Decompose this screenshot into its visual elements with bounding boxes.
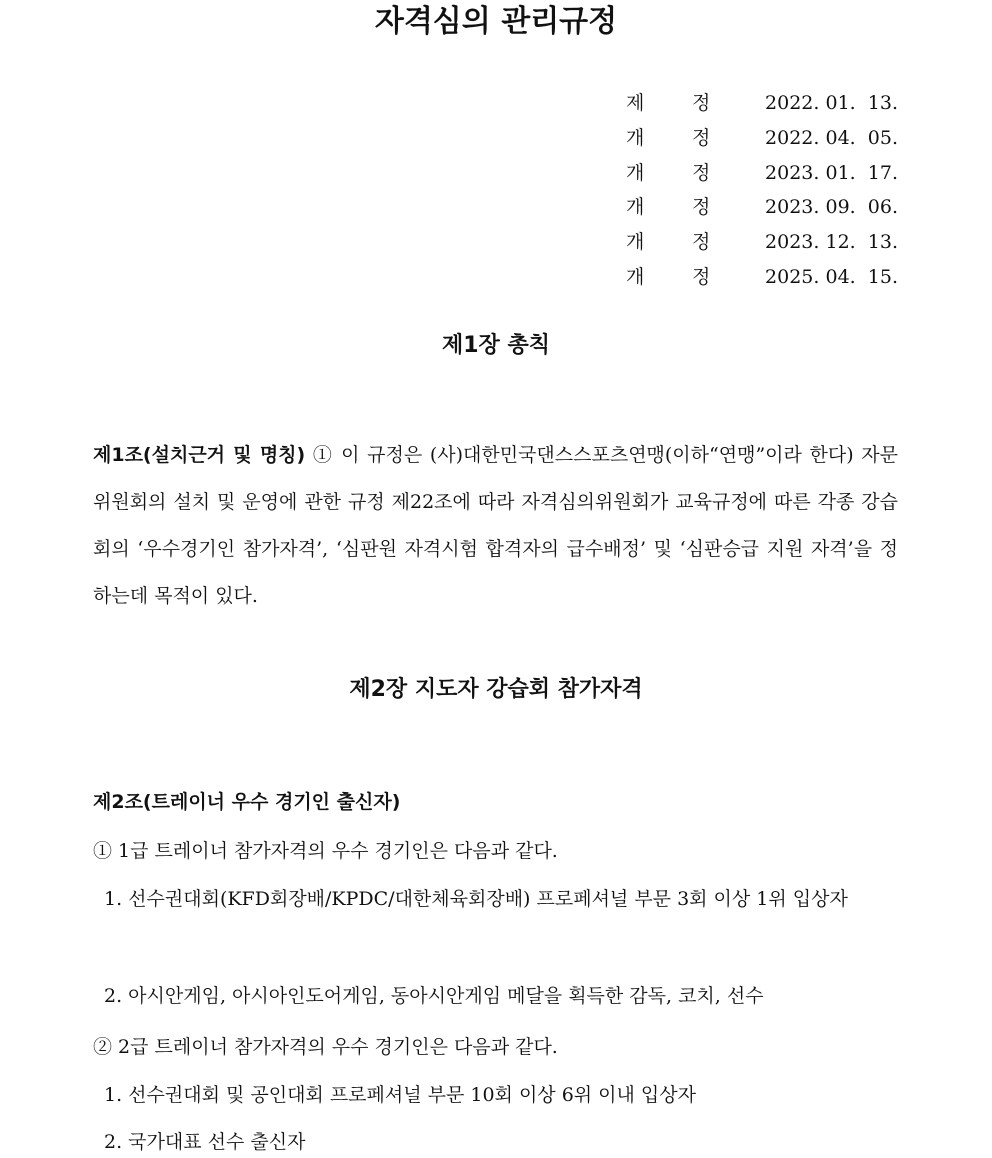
page-title: 자격심의 관리규정 bbox=[374, 4, 618, 39]
article-2-paragraph-2: ② 2급 트레이너 참가자격의 우수 경기인은 다음과 같다. bbox=[93, 1036, 558, 1058]
revision-kind-1: 제 bbox=[626, 92, 645, 114]
article-2-p2-item-2: 2. 국가대표 선수 출신자 bbox=[104, 1131, 306, 1153]
article-2-paragraph-1: ① 1급 트레이너 참가자격의 우수 경기인은 다음과 같다. bbox=[93, 840, 558, 862]
chapter-2-heading: 제2장 지도자 강습회 참가자격 bbox=[349, 677, 643, 702]
revision-row bbox=[620, 260, 910, 295]
article-2-p2-item-1: 1. 선수권대회 및 공인대회 프로페셔널 부문 10회 이상 6위 이내 입상자 bbox=[104, 1084, 696, 1106]
revision-kind-2: 정 bbox=[692, 231, 711, 254]
article-2-p1-item-2: 2. 아시안게임, 아시아인도어게임, 동아시안게임 메달을 획득한 감독, 코치, 선수 bbox=[104, 985, 764, 1007]
chapter-1-heading: 제1장 총칙 bbox=[442, 333, 550, 358]
revision-row bbox=[620, 156, 910, 191]
revision-kind-2: 정 bbox=[692, 92, 711, 114]
revision-date: 2022. 04. 05. bbox=[765, 126, 898, 149]
revision-date: 2023. 09. 06. bbox=[765, 196, 898, 219]
article-2-label: 제2조(트레이너 우수 경기인 출신자) bbox=[93, 791, 401, 813]
revision-date: 2023. 01. 17. bbox=[765, 161, 898, 184]
revision-kind-1: 개 bbox=[626, 126, 645, 149]
revision-kind-2: 정 bbox=[692, 196, 711, 219]
revision-kind-1: 개 bbox=[626, 231, 645, 254]
revision-history bbox=[620, 86, 910, 295]
revision-kind-1: 개 bbox=[626, 161, 645, 184]
revision-date: 2022. 01. 13. bbox=[765, 92, 898, 114]
article-1-label: 제1조(설치근거 및 명칭) bbox=[93, 444, 306, 466]
revision-date: 2025. 04. 15. bbox=[765, 265, 898, 288]
revision-row bbox=[620, 190, 910, 225]
article-1 bbox=[93, 432, 898, 620]
revision-row bbox=[620, 86, 910, 121]
revision-kind-2: 정 bbox=[692, 265, 711, 288]
revision-date: 2023. 12. 13. bbox=[765, 231, 898, 254]
revision-kind-2: 정 bbox=[692, 161, 711, 184]
revision-kind-1: 개 bbox=[626, 265, 645, 288]
article-2-p1-item-1: 1. 선수권대회(KFD회장배/KPDC/대한체육회장배) 프로페셔널 부문 3회 이상 1위 입상자 bbox=[104, 888, 848, 910]
revision-kind-2: 정 bbox=[692, 126, 711, 149]
revision-row bbox=[620, 225, 910, 260]
revision-row bbox=[620, 121, 910, 156]
revision-kind-1: 개 bbox=[626, 196, 645, 219]
article-1-text: ① 이 규정은 (사)대한민국댄스스포츠연맹(이하“연맹”이라 한다) 자문위원회의 설치 및 운영에 관한 규정 제22조에 따라 자격심의위원회가 교육규정에 따른 각종 강습회의 ‘우수경기인 참가자격’, ‘심판원 자격시험 합격자의 급수배정’ 및 ‘심판승급 지원 자격’을 정하는데 목적이 있다. bbox=[93, 444, 898, 607]
